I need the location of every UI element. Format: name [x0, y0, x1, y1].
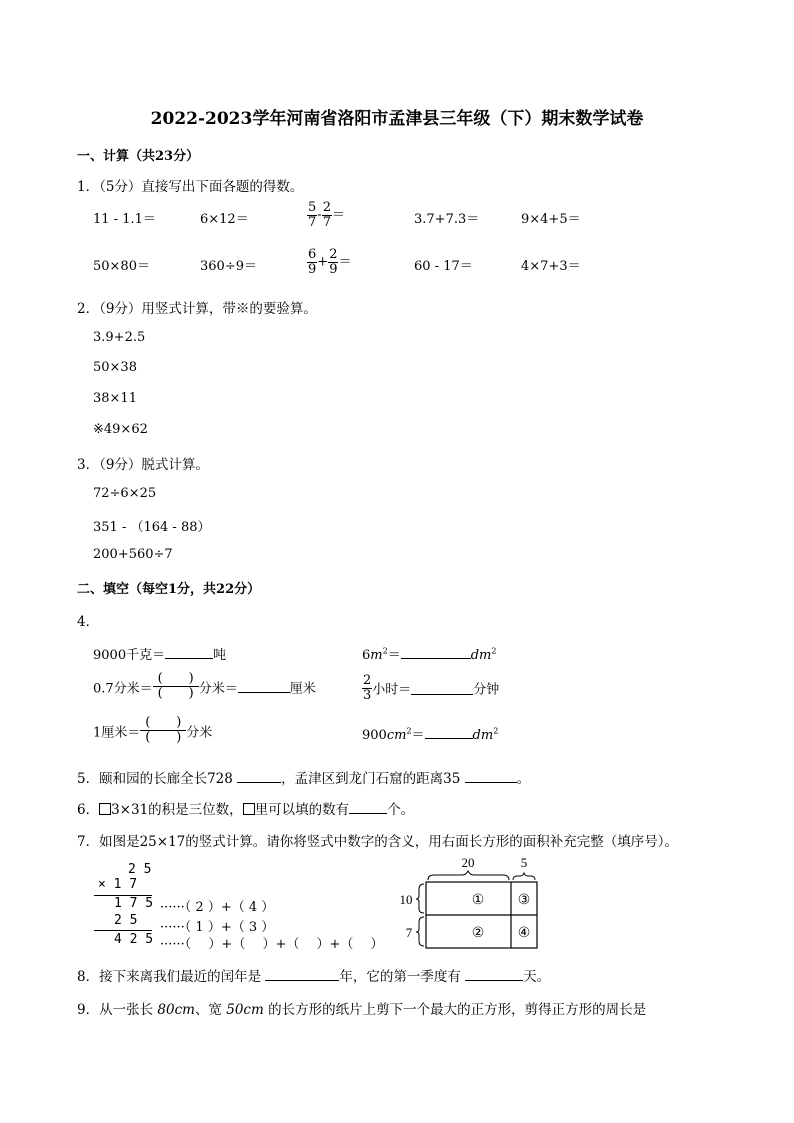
area-rectangle-diagram — [394, 852, 544, 952]
q9-text: 9．从一张长 80cm、宽 50cm 的长方形的纸片上剪下一个最大的正方形，剪得正方形的周长是 — [77, 1002, 647, 1018]
q2-item: ※49×62 — [93, 422, 148, 437]
q1-item: 50×80＝ — [93, 259, 150, 274]
vertical-calc-note: ······（ 2 ）+（ 4 ） — [160, 900, 275, 915]
q1-item: 9×4+5＝ — [521, 212, 581, 227]
region-4-label: ④ — [517, 925, 531, 941]
q4-conversion-c: 0.7分米＝ $\frac{( )}{( )}$ 分米＝ 厘米 — [93, 671, 316, 702]
q2-item: 50×38 — [93, 360, 137, 375]
vertical-calc-line: 1 7 5 — [114, 896, 154, 911]
answer-blank[interactable] — [465, 770, 517, 783]
q1-item: 11 - 1.1＝ — [93, 212, 156, 227]
q5-text: 5．颐和园的长廊全长728 ，孟津区到龙门石窟的距离35 。 — [77, 771, 531, 787]
vertical-calc-note: ······（ 1 ）+（ 3 ） — [160, 920, 275, 935]
dim-left-2: 7 — [405, 925, 413, 940]
q3-item: 351 - （164 - 88） — [93, 520, 211, 535]
q2-item: 38×11 — [93, 391, 137, 406]
q1-item: 3.7+7.3＝ — [414, 212, 480, 227]
section-1-heading: 一、计算（共23分） — [77, 149, 200, 164]
q3-item: 200+560÷7 — [93, 547, 173, 562]
q4-conversion-e: 1厘米＝ $\frac{( )}{( )}$ 分米 — [93, 715, 213, 746]
answer-blank[interactable] — [411, 682, 473, 695]
answer-blank[interactable] — [401, 646, 471, 659]
region-2-label: ② — [471, 925, 485, 941]
q8-text: 8．接下来离我们最近的闰年是 年，它的第一季度有 天。 — [77, 969, 551, 985]
q2-stem: 2．（9分）用竖式计算，带※的要验算。 — [77, 301, 317, 317]
q7-stem: 7．如图是25×17的竖式计算。请你将竖式中数字的含义，用右面长方形的面积补充完整（填序号）。 — [77, 834, 679, 850]
q3-stem: 3．（9分）脱式计算。 — [77, 457, 209, 473]
q1-item: 60 - 17＝ — [414, 259, 473, 274]
q2-item: 3.9+2.5 — [93, 330, 146, 345]
q1-fraction-expr-1: $\frac{5}{7}$ - $\frac{2}{7}$ ＝ — [308, 200, 345, 230]
q1-item: 360÷9＝ — [200, 259, 257, 274]
q1-item: 6×12＝ — [200, 212, 249, 227]
q1-stem: 1．（5分）直接写出下面各题的得数。 — [77, 179, 304, 195]
vertical-calc-rule — [94, 930, 152, 931]
answer-blank[interactable] — [349, 801, 387, 814]
section-2-heading: 二、填空（每空1分，共22分） — [77, 582, 261, 597]
q1-fraction-expr-2: $\frac{6}{9}$ + $\frac{2}{9}$ ＝ — [308, 247, 352, 277]
dim-left-1: 10 — [399, 892, 413, 907]
q3-item: 72÷6×25 — [93, 486, 157, 501]
region-1-label: ① — [471, 892, 485, 908]
q4-conversion-f: $900cm^2= dm^2$ — [362, 726, 499, 743]
q4-conversion-b: $6m^2= dm^2$ — [362, 646, 497, 663]
vertical-calc-line: 2 5 — [114, 913, 138, 928]
answer-blank[interactable] — [238, 680, 290, 693]
q4-conversion-a: 9000千克＝ 吨 — [93, 648, 227, 663]
q1-item: 4×7+3＝ — [521, 259, 581, 274]
dim-top-2: 5 — [520, 855, 528, 870]
q4-number: 4． — [77, 614, 100, 630]
square-box-icon — [99, 803, 111, 815]
vertical-calc-line: × 1 7 — [98, 877, 138, 892]
vertical-calc-note: ······（ ）+（ ）+（ ）+（ ） — [160, 937, 384, 952]
answer-blank[interactable] — [425, 726, 473, 739]
square-box-icon — [243, 803, 255, 815]
vertical-calc-line: 4 2 5 — [114, 932, 154, 947]
answer-blank[interactable] — [265, 968, 339, 981]
answer-blank[interactable] — [165, 646, 213, 659]
page-title: 2022-2023学年河南省洛阳市孟津县三年级（下）期末数学试卷 — [150, 109, 644, 129]
q6-text: 6． 3×31的积是三位数， 里可以填的数有 个。 — [77, 802, 415, 818]
answer-blank[interactable] — [237, 770, 281, 783]
answer-blank[interactable] — [465, 968, 523, 981]
dim-top-1: 20 — [461, 855, 475, 870]
region-3-label: ③ — [517, 892, 531, 908]
vertical-calc-line: 2 5 — [128, 862, 152, 877]
q4-conversion-d: $\frac{2}{3}$ 小时＝ 分钟 — [363, 673, 500, 703]
